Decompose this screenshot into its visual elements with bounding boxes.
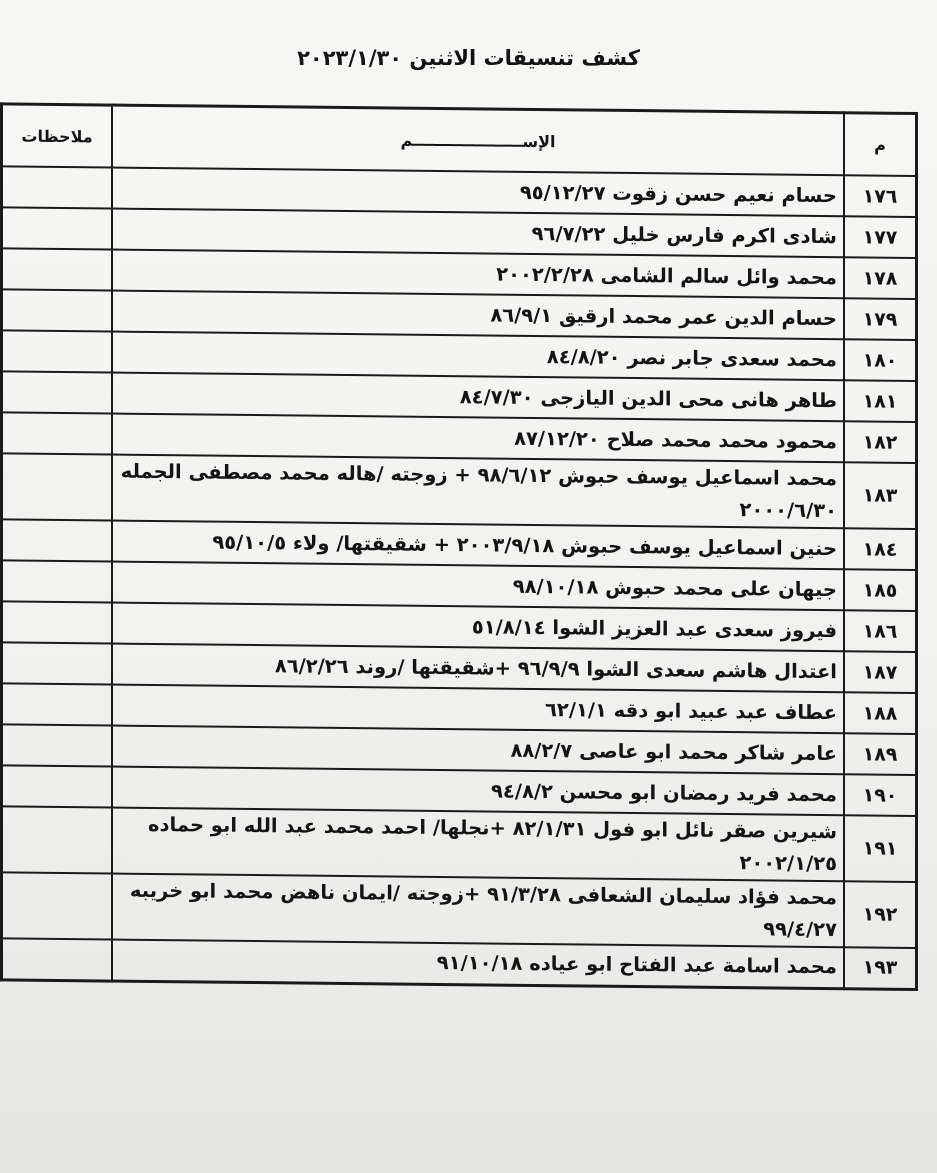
row-number: ١٨١ [844,380,917,422]
row-number: ١٨٨ [844,692,917,734]
row-name: شيرين صقر نائل ابو فول ٨٢/١/٣١ +نجلها/ احمد محمد عبد الله ابو حماده ٢٠٠٢/١/٢٥ [112,808,844,882]
page-title: كشف تنسيقات الاثنين ٢٠٢٣/١/٣٠ [297,46,640,70]
row-name: محمد اسماعيل يوسف حبوش ٩٨/٦/١٢ + زوجته /هاله محمد مصطفى الجمله ٢٠٠٠/٦/٣٠ [112,455,844,529]
table-body [2,166,917,989]
row-name: اعتدال هاشم سعدى الشوا ٩٦/٩/٩ +شقيقتها /روند ٨٦/٢/٢٦ [112,644,844,693]
row-name: محمد سعدى جابر نصر ٨٤/٨/٢٠ [112,332,844,381]
row-notes [2,724,113,766]
row-number: ١٨٥ [844,569,917,611]
row-number: ١٩١ [844,815,917,882]
row-name: محمد فريد رمضان ابو محسن ٩٤/٨/٢ [112,767,844,816]
row-notes [2,412,113,454]
row-number: ١٩٢ [844,881,917,948]
row-name: فيروز سعدى عبد العزيز الشوا ٥١/٨/١٤ [112,603,844,652]
row-name: محمد وائل سالم الشامى ٢٠٠٢/٢/٢٨ [112,250,844,299]
row-number: ١٨٩ [844,733,917,775]
row-number: ١٧٨ [844,257,917,299]
row-notes [2,371,113,413]
row-name: طاهر هانى محى الدين اليازجى ٨٤/٧/٣٠ [112,373,844,422]
row-name: محمد اسامة عبد الفتاح ابو عياده ٩١/١٠/١٨ [112,940,844,989]
row-number: ١٧٦ [844,175,917,217]
table-row [2,872,917,948]
row-number: ١٧٧ [844,216,917,258]
row-number: ١٨٦ [844,610,917,652]
row-number: ١٨٧ [844,651,917,693]
row-notes [2,560,113,602]
row-number: ١٩٣ [844,947,917,989]
row-notes [2,642,113,684]
row-name: عطاف عبد عبيد ابو دقه ٦٢/١/١ [112,685,844,734]
table-row [2,938,917,989]
row-number: ١٩٠ [844,774,917,816]
row-name: محمد فؤاد سليمان الشعافى ٩١/٣/٢٨ +زوجته /ايمان ناهض محمد ابو خريبه ٩٩/٤/٢٧ [112,874,844,948]
row-notes [2,806,113,873]
coordination-table [0,102,918,990]
row-notes [2,601,113,643]
row-notes [2,453,113,520]
row-name: جيهان على محمد حبوش ٩٨/١٠/١٨ [112,562,844,611]
row-number: ١٨٤ [844,528,917,570]
row-notes [2,289,113,331]
header-number: م [844,113,917,176]
row-name: محمود محمد محمد صلاح ٨٧/١٢/٢٠ [112,414,844,463]
row-notes [2,872,113,939]
header-notes: ملاحظات [2,104,113,168]
row-notes [2,330,113,372]
row-name: حسام نعيم حسن زقوت ٩٥/١٢/٢٧ [112,168,844,217]
row-notes [2,248,113,290]
row-notes [2,938,113,980]
row-name: حنين اسماعيل يوسف حبوش ٢٠٠٣/٩/١٨ + شقيقتها/ ولاء ٩٥/١٠/٥ [112,521,844,570]
row-number: ١٨٠ [844,339,917,381]
row-name: حسام الدين عمر محمد ارقيق ٨٦/٩/١ [112,291,844,340]
row-number: ١٧٩ [844,298,917,340]
row-notes [2,765,113,807]
table-row [2,806,917,882]
row-number: ١٨٣ [844,462,917,529]
row-notes [2,519,113,561]
row-notes [2,166,113,208]
row-number: ١٨٢ [844,421,917,463]
row-name: عامر شاكر محمد ابو عاصى ٨٨/٢/٧ [112,726,844,775]
row-name: شادى اكرم فارس خليل ٩٦/٧/٢٢ [112,209,844,258]
row-notes [2,683,113,725]
row-notes [2,207,113,249]
table-header-row [2,104,917,176]
table-row [2,453,917,529]
header-name: الإســــــــــــــــــــم [112,105,844,175]
